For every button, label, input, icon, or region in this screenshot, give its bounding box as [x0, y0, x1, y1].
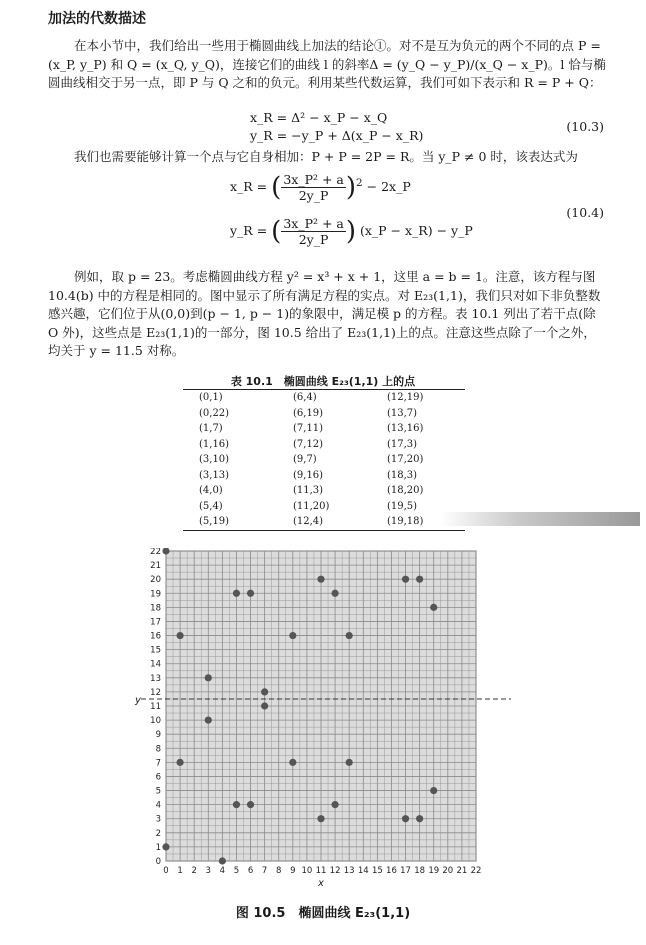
table-cell: (18,20)	[387, 485, 424, 496]
table-cell: (7,11)	[293, 423, 324, 434]
table-cell: (11,20)	[293, 500, 330, 512]
x-tick-label: 10	[301, 866, 313, 876]
table-row	[183, 514, 465, 530]
data-point	[402, 576, 409, 583]
x-tick-label: 18	[414, 866, 426, 876]
x-tick-label: 1	[177, 866, 183, 876]
y-tick-label: 17	[150, 617, 161, 628]
table-cell: (6,4)	[293, 392, 317, 403]
table-cell: (13,16)	[387, 423, 424, 434]
data-point	[430, 604, 437, 611]
x-tick-label: 8	[276, 866, 282, 876]
table-row	[183, 468, 465, 484]
data-point	[289, 759, 296, 766]
figure-caption: 图 10.5 椭圆曲线 E₂₃(1,1)	[235, 906, 411, 921]
x-tick-label: 2	[191, 866, 197, 876]
table-row	[183, 406, 465, 422]
y-tick-label: 0	[155, 857, 161, 867]
table-cell: (9,16)	[293, 469, 324, 481]
data-point	[346, 632, 353, 639]
equation-number-10-4: (10.4)	[566, 205, 604, 220]
data-point	[331, 801, 338, 808]
data-point	[346, 759, 353, 766]
y-tick-label: 16	[150, 631, 161, 642]
y-tick-label: 11	[150, 702, 161, 712]
table-cell: (17,20)	[387, 454, 424, 465]
x-tick-label: 11	[315, 866, 327, 876]
y-axis-label: y	[135, 695, 141, 707]
equation-yR: y_R = −y_P + Δ(x_P − x_R)	[250, 128, 424, 143]
data-point	[176, 632, 183, 639]
y-tick-label: 7	[155, 758, 161, 769]
table-cell: (17,3)	[387, 438, 418, 450]
y-tick-label: 15	[150, 645, 161, 656]
data-point	[205, 674, 212, 681]
table-cell: (9,7)	[293, 454, 317, 465]
table-row	[183, 483, 465, 499]
x-tick-label: 6	[247, 866, 254, 876]
data-point	[176, 759, 183, 766]
data-point	[233, 590, 240, 597]
data-point	[247, 590, 254, 597]
x-tick-label: 20	[442, 866, 454, 876]
x-tick-label: 12	[329, 866, 341, 876]
table-cell: (19,5)	[387, 500, 418, 512]
table-cell: (7,12)	[293, 438, 324, 450]
table-caption: 表 10.1 椭圆曲线 E₂₃(1,1) 上的点	[230, 375, 416, 388]
y-tick-label: 19	[150, 589, 161, 600]
table-row	[183, 390, 465, 406]
table-row	[183, 437, 465, 453]
y-tick-label: 20	[150, 575, 161, 586]
data-point	[317, 815, 324, 822]
table-cell: (1,7)	[199, 423, 223, 434]
table-cell: (19,18)	[387, 516, 424, 527]
table-cell: (3,13)	[199, 469, 230, 481]
data-point	[219, 857, 226, 864]
table-cell: (6,19)	[293, 407, 324, 419]
y-tick-label: 9	[155, 730, 161, 741]
x-axis-label: x	[318, 878, 324, 889]
table-row	[183, 452, 465, 468]
x-tick-label: 22	[470, 866, 482, 876]
paragraph-doubling: 我们也需要能够计算一个点与它自身相加：P + P = 2P = R。当 y_P ≠ 0 时，该表达式为	[74, 149, 578, 164]
x-tick-label: 0	[163, 866, 169, 876]
y-tick-label: 12	[150, 687, 161, 698]
data-point	[261, 702, 268, 709]
table-cell: (5,4)	[199, 500, 223, 512]
data-point	[430, 787, 437, 794]
equation-doubling-xR: x_R = ( $\frac{\text{3x\_P² + a}}{2y\_P}$ )$^2$ − 2x_P	[230, 172, 411, 203]
section-heading: 加法的代数描述	[48, 11, 146, 27]
x-tick-label: 15	[371, 866, 383, 876]
table-cell: (3,10)	[199, 454, 230, 465]
x-tick-label: 13	[343, 866, 355, 876]
data-point	[233, 801, 240, 808]
data-point	[317, 576, 324, 583]
table-cell: (5,19)	[199, 516, 230, 527]
x-tick-label: 17	[400, 866, 411, 876]
x-tick-label: 19	[428, 866, 440, 876]
data-point	[247, 801, 254, 808]
y-tick-label: 13	[150, 673, 161, 684]
data-point	[402, 815, 409, 822]
y-tick-label: 1	[155, 842, 161, 853]
y-tick-label: 6	[155, 772, 161, 783]
table-cell: (12,19)	[387, 392, 424, 403]
elliptic-curve-chart	[0, 548, 646, 893]
table-cell: (0,1)	[199, 392, 223, 403]
y-tick-label: 14	[150, 659, 161, 670]
data-point	[416, 576, 423, 583]
table-cell: (0,22)	[199, 407, 230, 419]
x-tick-label: 21	[456, 866, 468, 876]
paragraph-example: 例如，取 p = 23。考虑椭圆曲线方程 y² = x³ + x + 1，这里 a = b = 1。注意，该方程与图 10.4(b) 中的方程是相同的。图中显示了所有满足方程的实点。对 E₂₃(1,1)，我们只对如下非负整数感兴趣，它们位于从(0,0)到(p − 1, p − 1)的象限中，满足模 p 的方程。表 10.1 列出了若干点(除 O 外)，这些点是 E₂₃(1,1)的一部分，图 10.5 给出了 E₂₃(1,1)上的点。注意这些点除了一个之外，均关于 y = 11.5 对称。	[48, 269, 601, 358]
x-tick-label: 7	[261, 866, 268, 876]
data-point	[205, 716, 212, 723]
equation-xR: x_R = Δ² − x_P − x_Q	[250, 110, 388, 125]
table-cell: (1,16)	[199, 438, 230, 450]
y-tick-label: 3	[155, 814, 161, 825]
y-tick-label: 4	[155, 800, 161, 811]
y-tick-label: 2	[155, 828, 161, 839]
table-cell: (12,4)	[293, 516, 324, 527]
data-point	[261, 688, 268, 695]
y-tick-label: 22	[150, 548, 161, 557]
x-tick-label: 16	[386, 866, 397, 876]
x-tick-label: 5	[233, 866, 240, 876]
scan-shadow	[440, 512, 640, 526]
data-point	[331, 590, 338, 597]
x-tick-label: 3	[205, 866, 211, 876]
y-tick-label: 10	[150, 716, 161, 727]
equation-doubling-yR: y_R = ( $\frac{\text{3x\_P² + a}}{2y\_P}$ ) (x_P − x_R) − y_P	[230, 216, 473, 247]
data-point	[416, 815, 423, 822]
table-cell: (4,0)	[199, 485, 223, 496]
table-cell: (11,3)	[293, 485, 324, 496]
y-tick-label: 21	[150, 561, 161, 572]
equation-number-10-3: (10.3)	[566, 119, 604, 134]
table-cell: (18,3)	[387, 469, 418, 481]
table-cell: (13,7)	[387, 407, 418, 419]
paragraph-intro: 在本小节中，我们给出一些用于椭圆曲线上加法的结论①。对不是互为负元的两个不同的点 P = (x_P, y_P) 和 Q = (x_Q, y_Q)，连接它们的曲线 l 的斜率Δ = (y_Q − y_P)/(x_Q − x_P)。l 恰与椭圆曲线相交于另一点，即 P 与 Q 之和的负元。利用某些代数运算，我们可如下表示和 R = P + Q：	[48, 38, 606, 90]
x-tick-label: 9	[290, 866, 296, 876]
data-point	[289, 632, 296, 639]
points-table	[183, 389, 465, 531]
y-tick-label: 5	[155, 786, 161, 797]
y-tick-label: 18	[150, 603, 161, 614]
y-tick-label: 8	[155, 744, 161, 755]
x-tick-label: 14	[357, 866, 369, 876]
table-row	[183, 499, 465, 515]
data-point	[162, 843, 169, 850]
x-tick-label: 4	[219, 866, 226, 876]
table-row	[183, 421, 465, 437]
